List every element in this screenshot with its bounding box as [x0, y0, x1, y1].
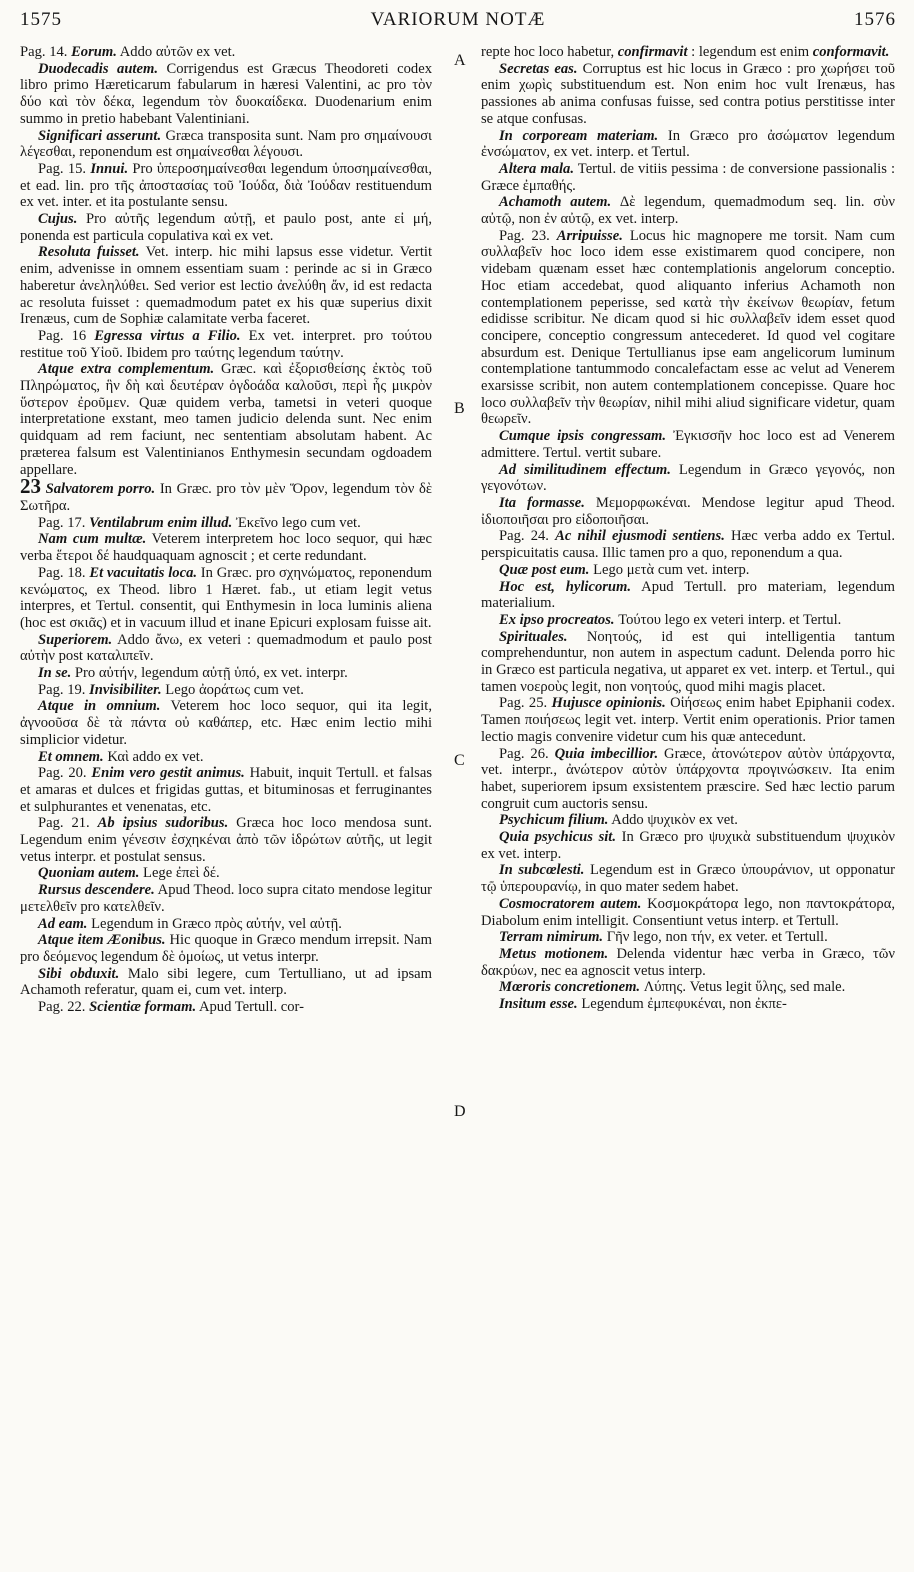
note: Achamoth autem. Δὲ legendum, quemadmodum seq. lin. σὺν αὐτῷ, non ἐν αὐτῷ, ex vet. interp.	[481, 194, 895, 228]
lemma: Hoc est, hylicorum.	[499, 578, 632, 595]
note: Spirituales. Νοητούς, id est qui intelligentia tantum comprehenduntur, non autem in aspectum cadunt. Delenda porro hic in Græco est particula negativa, ut apparet ex vet. interp. et Tertul., qui tamen νοεροὺς legit, non νοητούς, quod mihi magis placet.	[481, 628, 895, 695]
lemma: Hujusce opinionis.	[551, 695, 666, 712]
lemma: In se.	[38, 665, 72, 682]
note: Pag. 20. Enim vero gestit animus. Habuit, inquit Tertull. et falsas et amaras et dulces et frigidas guttas, et bituminosas et ferruginantes et sulphurantes et venenatas, etc.	[20, 765, 432, 815]
note: Cosmocratorem autem. Κοσμοκράτορα lego, non παντοκράτορα, Diabolum enim intelligit. Consentiunt vetus interp. et Tertull.	[481, 895, 895, 929]
lemma: Eorum.	[71, 44, 117, 60]
note: Pag. 24. Ac nihil ejusmodi sentiens. Hæc verba addo ex Tertul. perspicuitatis causa. Illic tamen pro a quo, reponendum a qua.	[481, 528, 895, 562]
lemma: Et vacuitatis loca.	[89, 564, 198, 581]
note: Rursus descendere. Apud Theod. loco supra citato mendose legitur μετελθεῖν pro κατελθεῖν.	[20, 882, 432, 915]
lemma: Innui.	[90, 160, 129, 177]
lemma: Quia psychicus sit.	[499, 829, 617, 846]
lemma: Invisibiliter.	[89, 681, 162, 698]
note: Atque item Æonibus. Hic quoque in Græco mendum irrepsit. Nam pro δεόμενος legendum δὲ ὁμοίως, ut vetus interpr.	[20, 932, 432, 965]
lemma: Sibi obduxit.	[38, 965, 120, 982]
note: Psychicum filium. Addo ψυχικὸν ex vet.	[499, 812, 738, 829]
lemma: Enim vero gestit animus.	[91, 765, 245, 782]
note: Quia psychicus sit. In Græco pro ψυχικὰ substituendum ψυχικὸν ex vet. interp.	[481, 829, 895, 862]
lemma: Altera mala.	[499, 160, 575, 177]
lemma: Psychicum filium.	[499, 812, 609, 829]
note: Resoluta fuisset. Vet. interp. hic mihi lapsus esse videtur. Vertit enim, advenisse in omnem essentiam suam : perinde ac si in Græco haberetur ἀνεληλύθει. Sed verior est lectio ἀνελύθη ἄν, id est redacta ac resoluta fuisset : quemadmodum patet ex his quæ superius dixit Irenæus, cum de Sophiæ calamitate verba faceret.	[20, 244, 432, 328]
lemma: Insitum esse.	[499, 996, 578, 1013]
note: Pag. 22. Scientiæ formam. Apud Tertull. cor-	[38, 999, 304, 1016]
note: Atque in omnium. Veterem hoc loco sequor, qui ita legit, ἀγνοοῦσα δὲ τὰ πάντα οὐ καθάπερ, etc. Hæc enim lectio mihi simplicior videtur.	[20, 698, 432, 748]
lemma: Atque extra complementum.	[38, 361, 215, 378]
note: Pag. 25. Hujusce opinionis. Οἰήσεως enim habet Epiphanii codex. Tamen ποιήσεως legit vet. interp. Vertit enim operationis. Prior tamen lectio magis convenire videtur cum his quæ antecedunt.	[481, 695, 895, 745]
page-number-right: 1576	[854, 9, 896, 30]
note: Superiorem. Addo ἄνω, ex veteri : quemadmodum et paulo post αὐτὴν post καταλιπεῖν.	[20, 631, 432, 665]
lemma: Spirituales.	[499, 628, 568, 645]
lemma: Atque item Æonibus.	[38, 932, 166, 949]
lemma: Quia imbecillior.	[554, 745, 659, 762]
lemma: Ab ipsius sudoribus.	[97, 815, 229, 832]
lemma: conformavit.	[812, 44, 890, 60]
lemma: Quoniam autem.	[38, 865, 140, 882]
right-column	[481, 44, 895, 1013]
lemma: Cujus.	[38, 211, 78, 228]
page-number-left: 1575	[20, 9, 62, 30]
note: repte hoc loco habetur, confirmavit : legendum est enim conformavit.	[481, 44, 890, 60]
lemma: Secretas eas.	[499, 60, 578, 77]
lemma: Mœroris concretionem.	[499, 979, 641, 996]
lemma: Ad similitudinem effectum.	[499, 461, 671, 478]
note: Pag. 16 Egressa virtus a Filio. Ex vet. interpret. pro τούτου restitue τοῦ Υἱοῦ. Ibidem pro ταύτης legendum ταύτην.	[20, 327, 432, 361]
note: Quoniam autem. Lege ἐπεὶ δέ.	[38, 865, 220, 882]
lemma: Ita formasse.	[499, 494, 585, 511]
lemma: Ac nihil ejusmodi sentiens.	[555, 528, 725, 545]
left-column	[20, 44, 432, 1016]
note: Pag. 17. Ventilabrum enim illud. Ἐκεῖνο lego cum vet.	[38, 514, 361, 531]
lemma: Quæ post eum.	[499, 561, 590, 578]
note: Altera mala. Tertul. de vitiis pessima : de conversione passionalis : Græce ἐμπαθής.	[481, 160, 895, 194]
note: Pag. 15. Innui. Pro ὑπεροσημαίνεσθαι legendum ὑποσημαίνεσθαι, et ead. lin. pro τῆς ἀποστασίας τοῦ Ἰούδα, διὰ Ἰούδαν restituendum ex vet. inter. et ita postulante sensu.	[20, 160, 432, 211]
note: Cumque ipsis congressam. Ἐγκισσῆν hoc loco est ad Venerem admittere. Tertul. vertit subare.	[481, 428, 895, 461]
note: Terram nimirum. Γῆν lego, non τήν, ex veter. et Tertull.	[499, 929, 828, 946]
note: Ita formasse. Μεμορφωκέναι. Mendose legitur apud Theod. ἰδιοποιῆσαι pro εἰδοποιῆσαι.	[481, 494, 895, 528]
lemma: Significari asserunt.	[38, 127, 162, 144]
note: Quæ post eum. Lego μετὰ cum vet. interp.	[499, 561, 750, 578]
note: Insitum esse. Legendum ἐμπεφυκέναι, non ἐκπε-	[499, 996, 787, 1013]
note: Pag. 26. Quia imbecillior. Græce, ἀτονώτερον αὐτὸν ὑπάρχοντα, vet. interpr., ἀνώτερον αὐτὸν ὑπάρχοντα προγινώσκειν. Ita enim habet, superiorem ipsum exsistentem præscire. Sed hæc lectio parum congruit cum auctoris sensu.	[481, 745, 895, 812]
note: 23 Salvatorem porro. In Græc. pro τὸν μὲν Ὅρον, legendum τὸν δὲ Σωτῆρα.	[20, 474, 432, 514]
lemma: Ex ipso procreatos.	[499, 611, 615, 628]
lemma: Ventilabrum enim illud.	[89, 514, 233, 531]
note: Ad similitudinem effectum. Legendum in Græco γεγονός, non γεγονότων.	[481, 461, 895, 495]
margin-letter-c: C	[454, 752, 465, 769]
note: Pag. 19. Invisibiliter. Lego ἀοράτως cum vet.	[38, 681, 304, 698]
section-number: 23	[20, 474, 41, 499]
margin-letter-a: A	[454, 52, 466, 69]
lemma: Ad eam.	[38, 915, 88, 932]
lemma: Arripuisse.	[556, 227, 623, 244]
page-header	[20, 9, 896, 39]
note: Ex ipso procreatos. Τούτου lego ex veteri interp. et Tertul.	[499, 611, 842, 628]
lemma: Achamoth autem.	[499, 194, 612, 211]
lemma: Terram nimirum.	[499, 929, 604, 946]
note: Significari asserunt. Græca transposita sunt. Nam pro σημαίνουσι λέγεσθαι, reponendum est σημαίνεσθαι λέγουσι.	[20, 127, 432, 161]
note: Mœroris concretionem. Λύπης. Vetus legit ὕλης, sed male.	[499, 979, 846, 996]
note: Duodecadis autem. Corrigendus est Græcus Theodoreti codex libro primo Hæreticarum fabularum in hæresi Valentini, ac pro τὸν δύο καὶ τὸν δέκα, legendum τὸν δυοκαίδεκα. Duodenarium enim summo in pretio habebant Valentiniani.	[20, 60, 432, 127]
lemma: Metus motionem.	[499, 945, 609, 962]
note: In corpoream materiam. In Græco pro ἀσώματον legendum ἐνσώματον, ex vet. interp. et Tertul.	[481, 127, 895, 161]
note: In se. Pro αὐτήν, legendum αὐτῇ ὑπό, ex vet. interpr.	[38, 665, 348, 682]
margin-letter-b: B	[454, 400, 465, 417]
lemma: Duodecadis autem.	[38, 60, 158, 77]
note: Secretas eas. Corruptus est hic locus in Græco : pro χωρήσει τοῦ enim χωρὶς substituendum est. Non enim hoc vult Irenæus, has passiones ab anima confusas fuisse, sed contra potius perstitisse inter se atque confusas.	[481, 60, 895, 127]
note: In subcœlesti. Legendum est in Græco ὑπουράνιον, ut opponatur τῷ ὑπερουρανίῳ, in quo mater sedem habet.	[481, 862, 895, 896]
note: Hoc est, hylicorum. Apud Tertull. pro materiam, legendum materialium.	[481, 578, 895, 612]
note: Metus motionem. Delenda videntur hæc verba in Græco, τῶν δακρύων, nec ea agnoscit vetus interp.	[481, 945, 896, 979]
lemma: confirmavit	[617, 44, 688, 60]
lemma: Cosmocratorem autem.	[499, 895, 642, 912]
note: Pag. 23. Arripuisse. Locus hic magnopere me torsit. Nam cum συλλαβεῖν hoc loco idem esse existimarem quod concipere, non videbam quænam esset hæc contemplationis angelorum conceptio. Hoc etiam accedebat, quod aliquanto inferius Achamoth non contemplationem peperisse, sed κατὰ τὴν ἐκείνων θεωρίαν, fetum edidisse scribitur. Ne dicam quod si hic συλλαβεῖν idem esset quod concipere, conceptio congressum antecederet. Id quod vel cogitare absurdum est. Denique Tertullianus ipse eam angelicorum luminum contemplatione tantummodo concalefactam esse ac velut ad Venerem exarsisse scribit, non autem contemplationem concepisse. Quare hoc loco συλλαβεῖν τὴν θεωρίαν, nihil mihi aliud significare videtur, quam θεωρεῖν.	[481, 227, 896, 428]
note: Et omnem. Καὶ addo ex vet.	[38, 748, 204, 765]
lemma: Cumque ipsis congressam.	[499, 428, 667, 445]
note: Atque extra complementum. Græc. καὶ ἐξορισθείσης ἐκτὸς τοῦ Πληρώματος, ἣν δὴ καὶ δευτέραν ὀγδοάδα καλοῦσι, περὶ ἧς μικρὸν ὕστερον ἐροῦμεν. Quæ quidem verba, tametsi in veteri quoque interpretatione exstant, meo tamen judicio delenda sunt. Nec enim quidquam ad rem faciunt, nec sententiam absolutam habent. Ac præterea falsum est Valentinianos Enthymesin secundam ogdoadem appellare.	[20, 361, 432, 478]
lemma: Resoluta fuisset.	[38, 244, 140, 261]
note: Pag. 21. Ab ipsius sudoribus. Græca hoc loco mendosa sunt. Legendum enim γένεσιν ἐσχηκέναι ἀπὸ τῶν ἱδρώτων αὐτῆς, ut legit vetus interpr. et postulat sensus.	[20, 815, 432, 865]
lemma: Salvatorem porro.	[45, 481, 156, 498]
lemma: In subcœlesti.	[499, 862, 585, 879]
note: Sibi obduxit. Malo sibi legere, cum Tertulliano, ut ad ipsam Achamoth referatur, quam ei, cum vet. interp.	[20, 965, 433, 999]
lemma: Rursus descendere.	[38, 882, 155, 899]
lemma: In corpoream materiam.	[499, 127, 659, 144]
lemma: Atque in omnium.	[38, 698, 161, 715]
lemma: Egressa virtus a Filio.	[94, 327, 241, 344]
note: Nam cum multæ. Veterem interpretem hoc loco sequor, qui hæc verba ἕτεροι δέ haudquaquam agnoscit ; et certe redundant.	[20, 531, 432, 565]
margin-letter-d: D	[454, 1103, 466, 1120]
note: Pag. 18. Et vacuitatis loca. In Græc. pro σχηνώματος, reponendum κενώματος, ex Theod. libro 1 Hæret. fab., ut etiam legit vetus interpres, et Tertul. consentit, qui Enthymesin in loca luminis aliena (hoc est σκιᾶς) et in vacuum illud et inane Epicuri explosam fuisse ait.	[20, 564, 432, 631]
lemma: Scientiæ formam.	[89, 999, 197, 1016]
running-title: VARIORUM NOTÆ	[370, 9, 546, 30]
lemma: Nam cum multæ.	[38, 531, 147, 548]
lemma: Et omnem.	[38, 748, 104, 765]
lemma: Superiorem.	[38, 631, 113, 648]
note: Cujus. Pro αὐτῆς legendum αὐτῇ, et paulo post, ante εἰ μή, ponenda est particula copulativa καὶ ex vet.	[20, 211, 432, 244]
note: Pag. 14. Eorum. Addo αὐτῶν ex vet.	[20, 44, 236, 60]
note: Ad eam. Legendum in Græco πρὸς αὐτήν, vel αὐτῇ.	[38, 915, 342, 932]
